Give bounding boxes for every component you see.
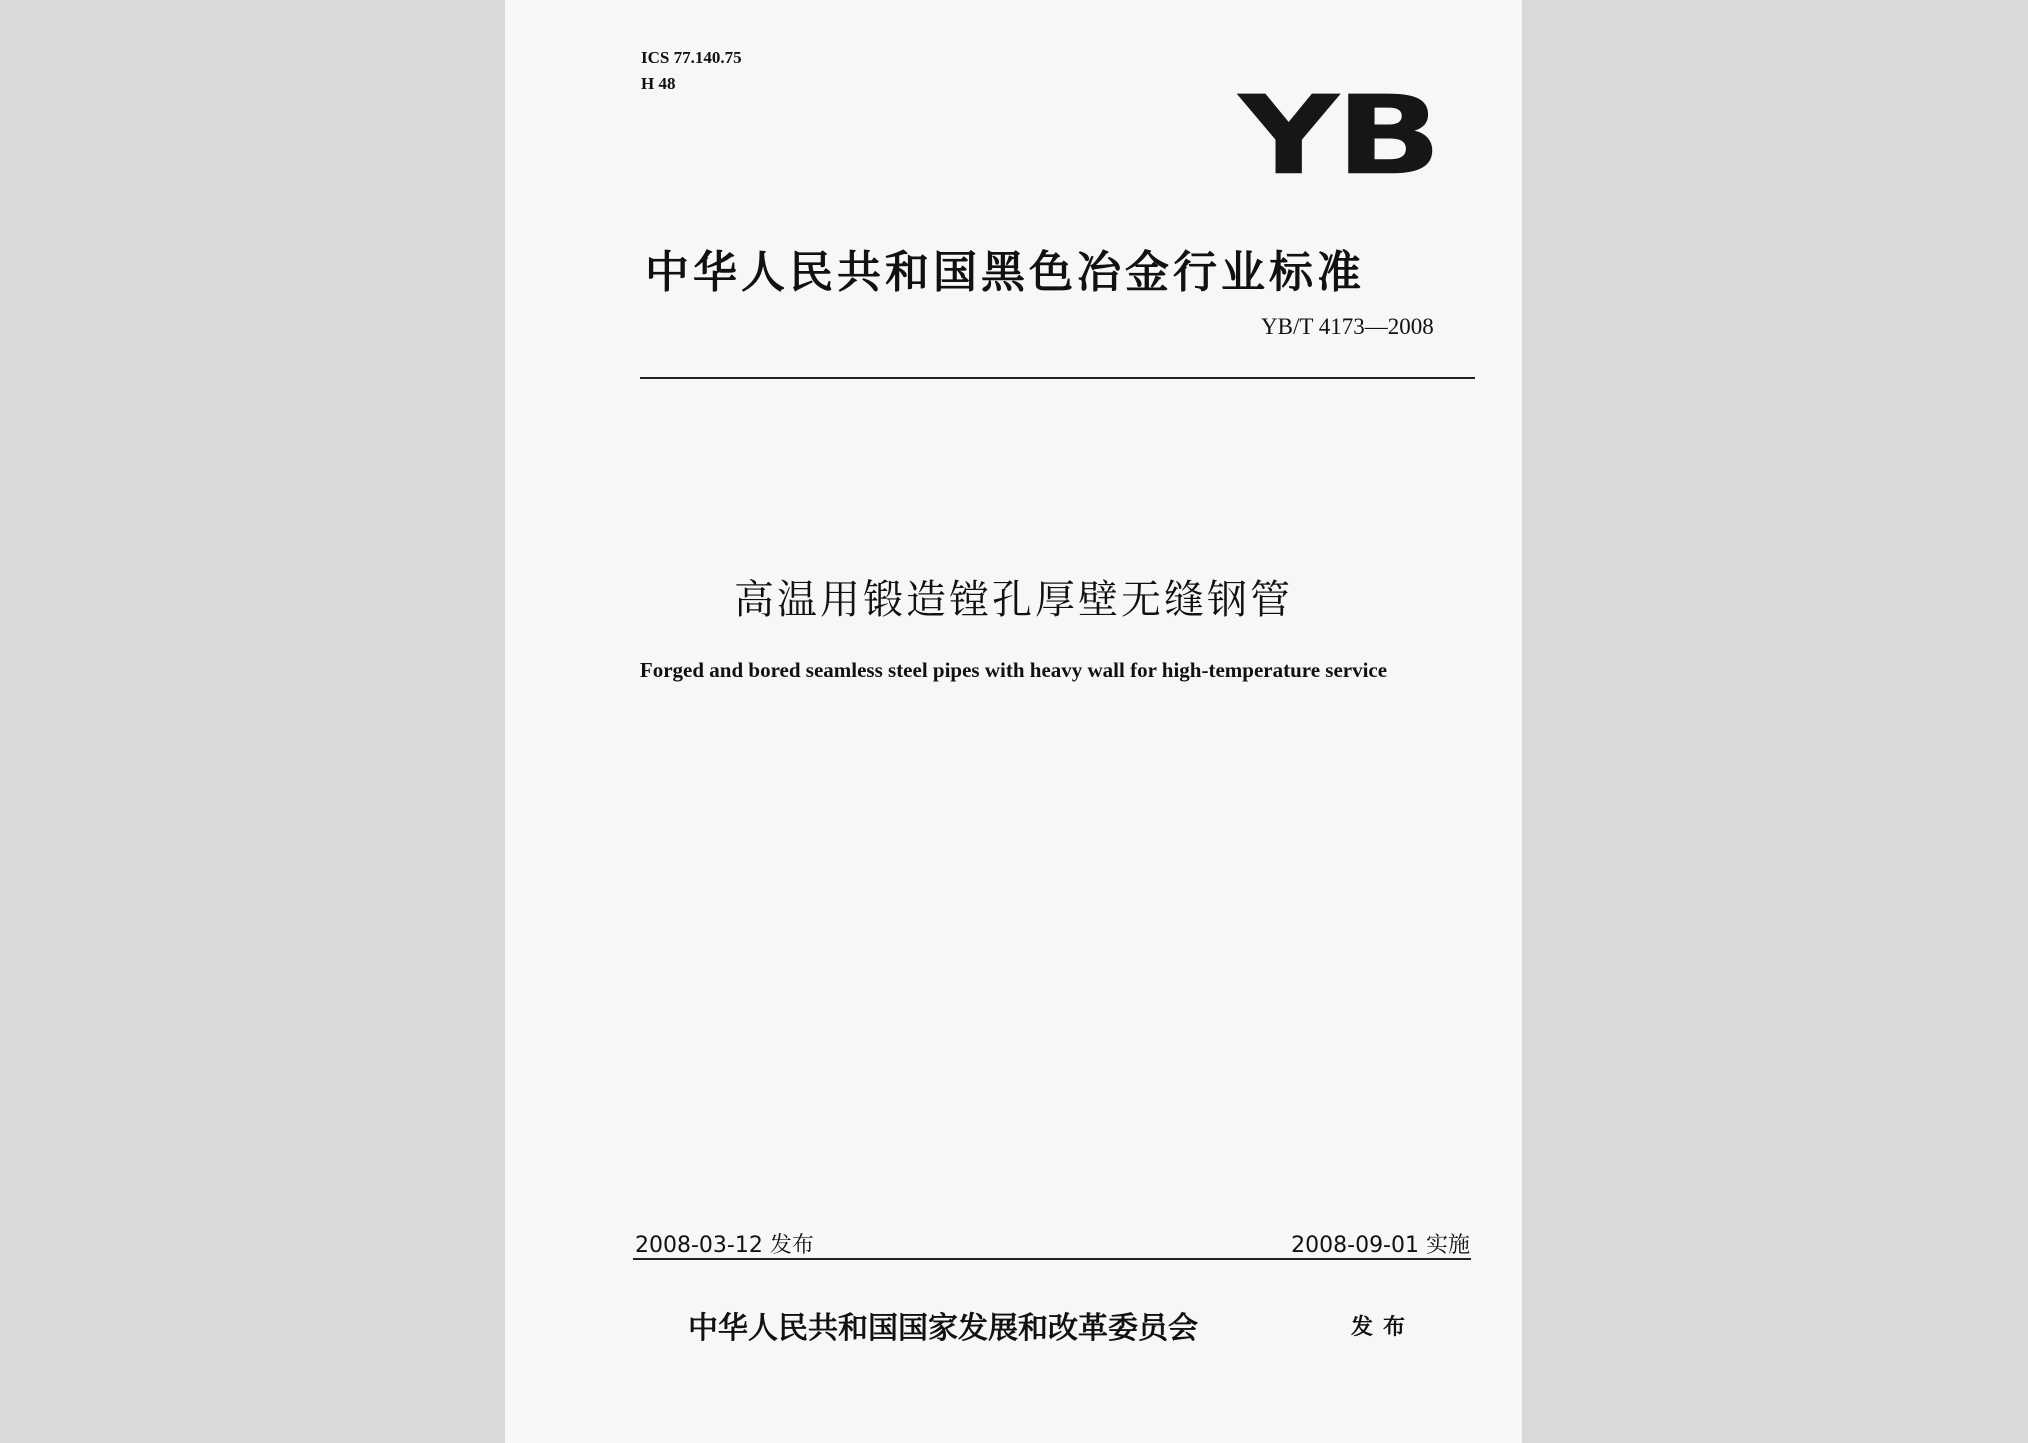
top-divider (640, 377, 1475, 379)
publish-date: 2008-03-12 发布 (635, 1233, 814, 1258)
effective-date: 2008-09-01 实施 (1291, 1233, 1470, 1258)
classification-codes (641, 45, 742, 97)
yb-logo: YB (1238, 72, 1439, 200)
issuer-action: 发布 (1351, 1314, 1416, 1340)
organization-title: 中华人民共和国黑色冶金行业标准 (645, 247, 1365, 298)
ics-code: ICS 77.140.75 (641, 48, 742, 67)
bottom-divider (633, 1258, 1471, 1260)
ccs-code: H 48 (641, 74, 676, 93)
document-title-cn: 高温用锻造镗孔厚壁无缝钢管 (734, 577, 1293, 623)
document-page (505, 0, 1522, 1443)
document-title-en: Forged and bored seamless steel pipes with heavy wall for high-temperature service (639, 658, 1388, 682)
standard-number: YB/T 4173—2008 (1261, 314, 1434, 339)
issuer-name: 中华人民共和国国家发展和改革委员会 (688, 1311, 1198, 1346)
